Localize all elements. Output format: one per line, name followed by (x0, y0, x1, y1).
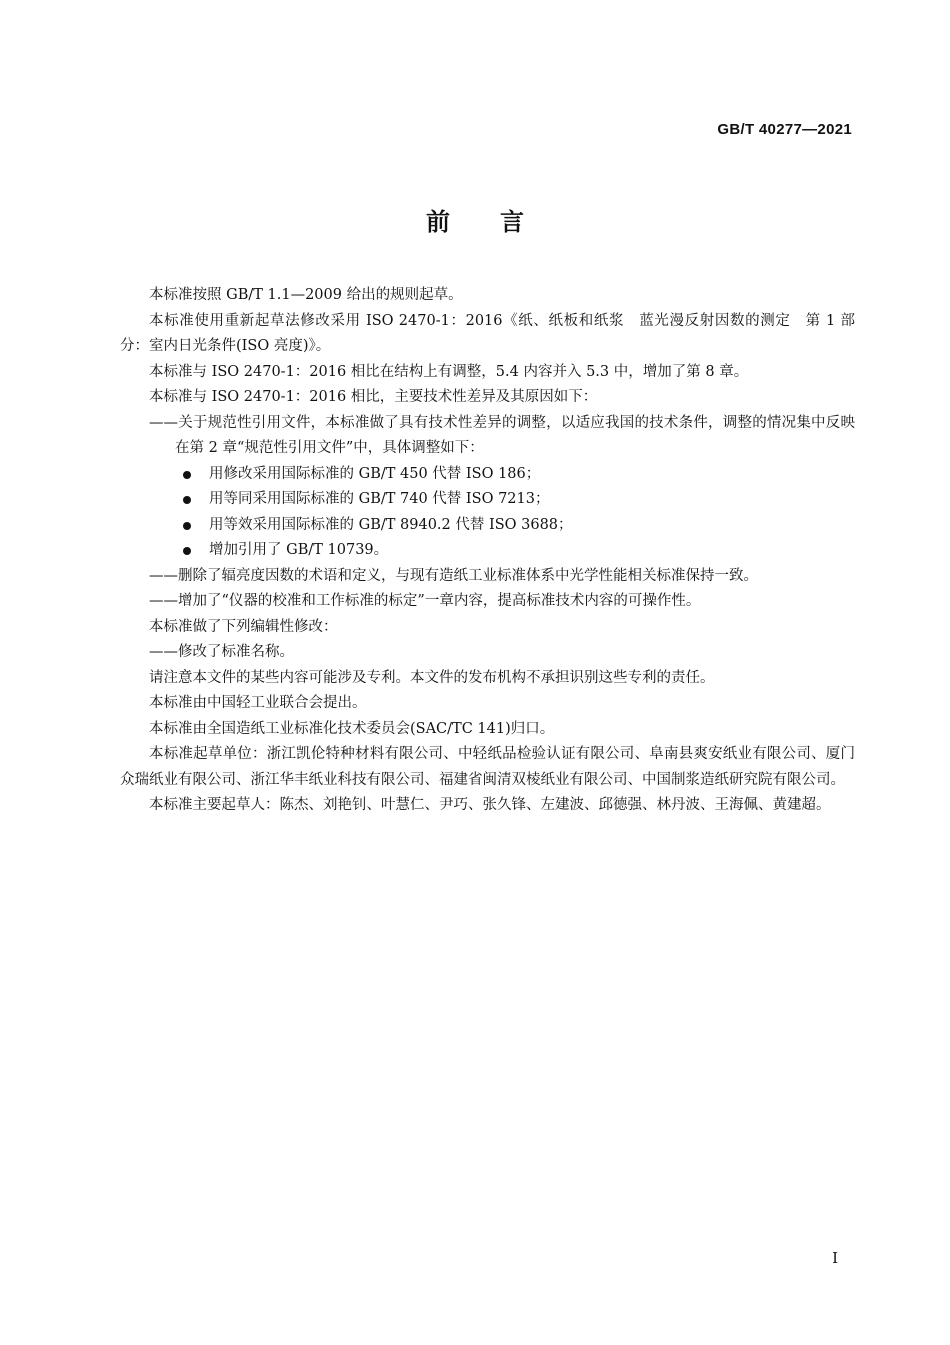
page-title (0, 202, 950, 237)
paragraph: 本标准由中国轻工业联合会提出。 (149, 695, 367, 711)
paragraph: 本标准主要起草人：陈杰、刘艳钊、叶慧仁、尹巧、张久锋、左建波、邱德强、林丹波、王海佩、黄建超。 (149, 797, 831, 813)
bullet-text: 用修改采用国际标准的 GB/T 450 代替 ISO 186； (209, 465, 541, 482)
bullet-text: 用等同采用国际标准的 GB/T 740 代替 ISO 7213； (209, 491, 550, 507)
paragraph: 本标准由全国造纸工业标准化技术委员会(SAC/TC 141)归口。 (149, 720, 555, 737)
bullet-item (120, 538, 855, 564)
bullet-item (120, 487, 855, 513)
bullet-dot-icon (183, 547, 191, 555)
standard-code: GB/T 40277—2021 (717, 121, 852, 138)
bullet-item (120, 513, 855, 539)
title-char-1: 前 (426, 208, 450, 236)
bullet-dot-icon (183, 471, 191, 479)
paragraph: 请注意本文件的某些内容可能涉及专利。本文件的发布机构不承担识别这些专利的责任。 (149, 669, 715, 686)
paragraph: 本标准与 ISO 2470-1：2016 相比，主要技术性差异及其原因如下： (149, 389, 598, 405)
paragraph: 本标准使用重新起草法修改采用 ISO 2470-1：2016《纸、纸板和纸浆 蓝光漫反射因数的测定 第 1 部分：室内日光条件(ISO 亮度)》。 (120, 312, 855, 354)
bullet-item (120, 462, 855, 488)
paragraph: 本标准做了下列编辑性修改： (149, 618, 338, 635)
dash-item: ——增加了“仪器的校准和工作标准的标定”一章内容，提高标准技术内容的可操作性。 (149, 593, 701, 609)
paragraph: 本标准与 ISO 2470-1：2016 相比在结构上有调整，5.4 内容并入 5.3 中，增加了第 8 章。 (149, 363, 749, 380)
dash-item: ——修改了标准名称。 (149, 644, 294, 660)
bullet-dot-icon (183, 522, 191, 530)
paragraph: 本标准起草单位：浙江凯伦特种材料有限公司、中轻纸品检验认证有限公司、阜南县爽安纸业有限公司、厦门众瑞纸业有限公司、浙江华丰纸业科技有限公司、福建省闽清双棱纸业有限公司、中国制浆造纸研究院有限公司。 (120, 746, 855, 788)
dash-item: ——关于规范性引用文件，本标准做了具有技术性差异的调整，以适应我国的技术条件，调整的情况集中反映在第 2 章“规范性引用文件”中，具体调整如下： (149, 414, 855, 456)
title-char-2: 言 (500, 208, 524, 236)
bullet-text: 用等效采用国际标准的 GB/T 8940.2 代替 ISO 3688； (209, 516, 573, 533)
page-number: I (832, 1249, 838, 1267)
foreword-body (120, 283, 855, 819)
bullet-dot-icon (183, 496, 191, 504)
dash-item: ——删除了辐亮度因数的术语和定义，与现有造纸工业标准体系中光学性能相关标准保持一致。 (149, 567, 758, 584)
paragraph: 本标准按照 GB/T 1.1—2009 给出的规则起草。 (149, 287, 463, 303)
bullet-text: 增加引用了 GB/T 10739。 (209, 542, 389, 558)
